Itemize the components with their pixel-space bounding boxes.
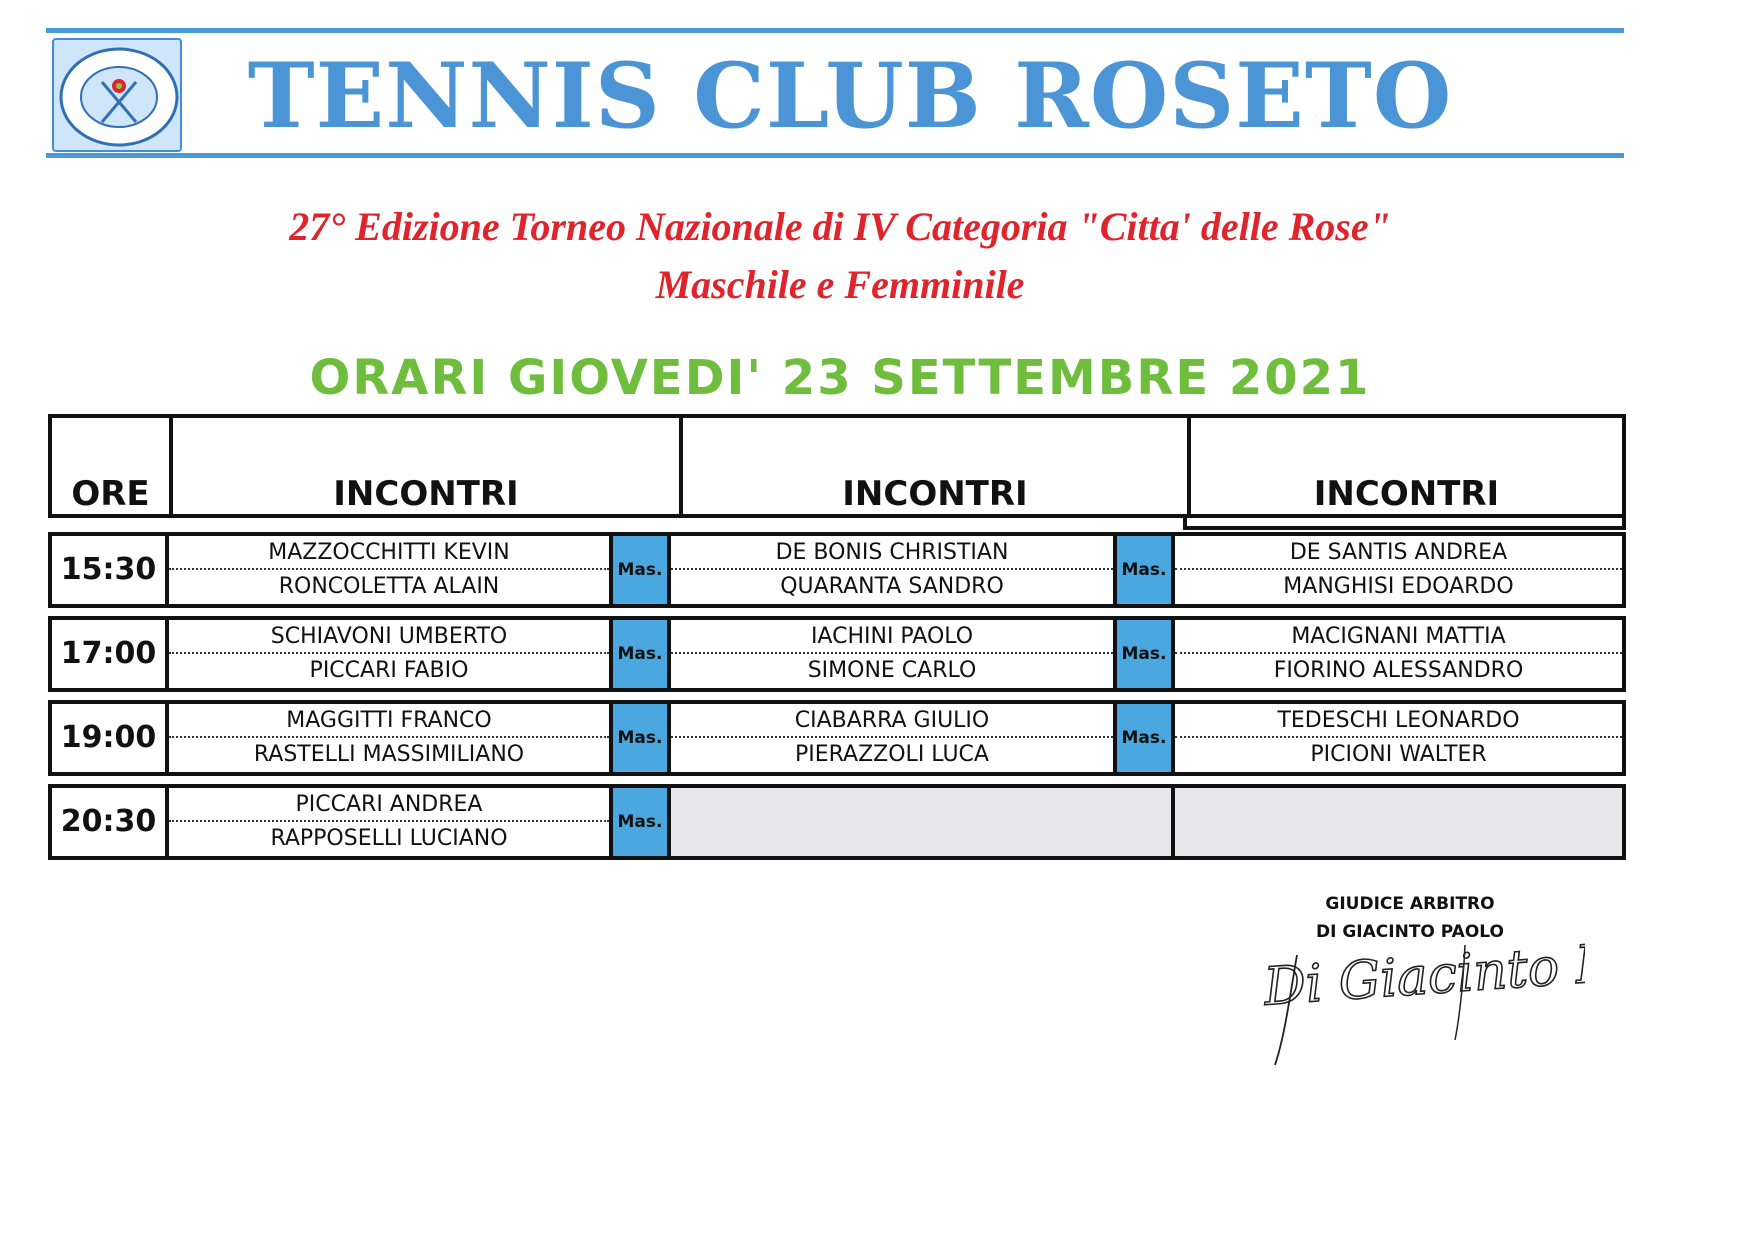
match-cell (169, 704, 613, 772)
match-cell (169, 620, 613, 688)
match-cell (671, 536, 1117, 604)
player-1: MAZZOCCHITTI KEVIN (169, 536, 609, 570)
player-2: RAPPOSELLI LUCIANO (270, 826, 508, 851)
category-tag: Mas. (613, 788, 671, 856)
tournament-category: Maschile e Femminile (655, 262, 1025, 307)
category-tag: Mas. (1117, 704, 1175, 772)
match-time: 20:30 (52, 788, 169, 856)
table-row (48, 784, 1626, 860)
player-1: PICCARI ANDREA (169, 788, 609, 822)
match-cell (1175, 536, 1622, 604)
player-1: SCHIAVONI UMBERTO (169, 620, 609, 654)
player-1: DE SANTIS ANDREA (1175, 536, 1622, 570)
match-cell (169, 788, 613, 856)
match-time: 19:00 (52, 704, 169, 772)
match-time: 17:00 (52, 620, 169, 688)
tournament-title: 27° Edizione Torneo Nazionale di IV Categoria "Citta' delle Rose" (289, 204, 1391, 249)
player-2: SIMONE CARLO (807, 658, 977, 683)
player-2: PICCARI FABIO (309, 658, 469, 683)
category-tag: Mas. (613, 704, 671, 772)
empty-match-cell (1175, 788, 1622, 856)
header-incontri-3: INCONTRI (1187, 418, 1622, 514)
header-incontri-1: INCONTRI (169, 418, 679, 514)
match-time: 15:30 (52, 536, 169, 604)
table-row (48, 700, 1626, 776)
player-2: PIERAZZOLI LUCA (795, 742, 989, 767)
player-1: IACHINI PAOLO (671, 620, 1113, 654)
match-cell (671, 704, 1117, 772)
header-incontri-2: INCONTRI (679, 418, 1187, 514)
table-header-row (48, 414, 1626, 518)
empty-match-cell (671, 788, 1175, 856)
player-2: MANGHISI EDOARDO (1283, 574, 1514, 599)
schedule-date-title: ORARI GIOVEDI' 23 SETTEMBRE 2021 (309, 350, 1371, 406)
player-1: MAGGITTI FRANCO (169, 704, 609, 738)
player-2: PICIONI WALTER (1310, 742, 1487, 767)
table-row (48, 532, 1626, 608)
club-title: TENNIS CLUB ROSETO (247, 43, 1453, 149)
category-tag: Mas. (1117, 620, 1175, 688)
signature-scrawl: Di Giacinto Paolo (1262, 926, 1585, 1018)
category-tag: Mas. (613, 620, 671, 688)
header-spacer (1183, 518, 1626, 530)
player-2: QUARANTA SANDRO (780, 574, 1004, 599)
match-cell (169, 536, 613, 604)
category-tag: Mas. (1117, 536, 1175, 604)
category-tag: Mas. (613, 536, 671, 604)
player-1: TEDESCHI LEONARDO (1175, 704, 1622, 738)
match-cell (1175, 704, 1622, 772)
judge-signature (1255, 915, 1585, 1079)
player-1: DE BONIS CHRISTIAN (671, 536, 1113, 570)
player-1: CIABARRA GIULIO (671, 704, 1113, 738)
match-cell (671, 620, 1117, 688)
player-2: RONCOLETTA ALAIN (278, 574, 500, 599)
player-2: RASTELLI MASSIMILIANO (253, 742, 525, 767)
player-2: FIORINO ALESSANDRO (1273, 658, 1524, 683)
header-ore: ORE (71, 474, 150, 514)
club-logo (52, 38, 182, 152)
match-cell (1175, 620, 1622, 688)
judge-name: DI GIACINTO PAOLO (1316, 922, 1504, 942)
table-row (48, 616, 1626, 692)
player-1: MACIGNANI MATTIA (1175, 620, 1622, 654)
judge-role: GIUDICE ARBITRO (1325, 894, 1495, 914)
